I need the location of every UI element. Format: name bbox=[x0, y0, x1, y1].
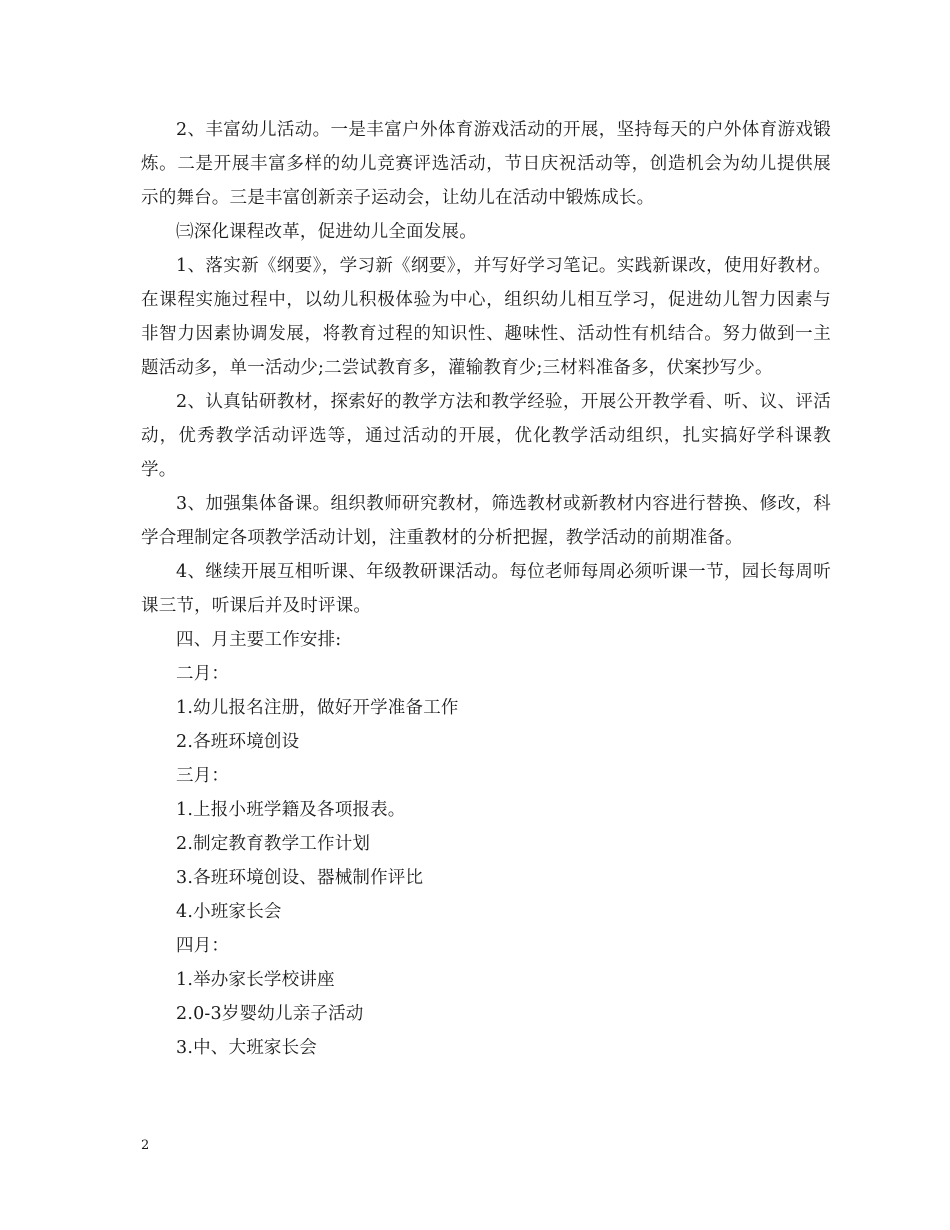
list-item: 4.小班家长会 bbox=[176, 902, 282, 922]
list-item: 1.举办家长学校讲座 bbox=[176, 970, 335, 990]
paragraph: 1、落实新《纲要》，学习新《纲要》，并写好学习笔记。实践新课改，使用好教材。在课程实施过程中，以幼儿积极体验为中心，组织幼儿相互学习，促进幼儿智力因素与非智力因素协调发展，将教育过程的知识性、趣味性、活动性有机结合。努力做到一主题活动多，单一活动少;二尝试教育多，灌输教育少;三材料准备多，伏案抄写少。 bbox=[141, 256, 831, 378]
list-item: 2.各班环境创设 bbox=[176, 732, 300, 752]
month-heading: 二月： bbox=[176, 664, 230, 684]
paragraph: 2、认真钻研教材，探索好的教学方法和教学经验，开展公开教学看、听、议、评活动，优秀教学活动评选等，通过活动的开展，优化教学活动组织，扎实搞好学科课教学。 bbox=[141, 392, 831, 480]
section-heading: 四、月主要工作安排: bbox=[176, 630, 342, 650]
list-item: 1.幼儿报名注册，做好开学准备工作 bbox=[176, 698, 459, 718]
paragraph: 4、继续开展互相听课、年级教研课活动。每位老师每周必须听课一节，园长每周听课三节，听课后并及时评课。 bbox=[141, 562, 831, 616]
list-item: 3.中、大班家长会 bbox=[176, 1038, 317, 1058]
list-item: 2.0-3岁婴幼儿亲子活动 bbox=[176, 1004, 364, 1024]
month-heading: 三月： bbox=[176, 766, 230, 786]
list-item: 3.各班环境创设、器械制作评比 bbox=[176, 868, 424, 888]
page-number: 2 bbox=[141, 1138, 150, 1153]
list-item: 2.制定教育教学工作计划 bbox=[176, 834, 371, 854]
paragraph: 3、加强集体备课。组织教师研究教材，筛选教材或新教材内容进行替换、修改，科学合理制定各项教学活动计划，注重教材的分析把握，教学活动的前期准备。 bbox=[141, 494, 831, 548]
page-body bbox=[141, 113, 831, 1065]
month-heading: 四月： bbox=[176, 936, 230, 956]
list-item: 1.上报小班学籍及各项报表。 bbox=[176, 800, 406, 820]
paragraph: 2、丰富幼儿活动。一是丰富户外体育游戏活动的开展，坚持每天的户外体育游戏锻炼。二是开展丰富多样的幼儿竞赛评选活动，节日庆祝活动等，创造机会为幼儿提供展示的舞台。三是丰富创新亲子运动会，让幼儿在活动中锻炼成长。 bbox=[141, 120, 831, 208]
section-heading: ㈢深化课程改革，促进幼儿全面发展。 bbox=[176, 222, 477, 242]
